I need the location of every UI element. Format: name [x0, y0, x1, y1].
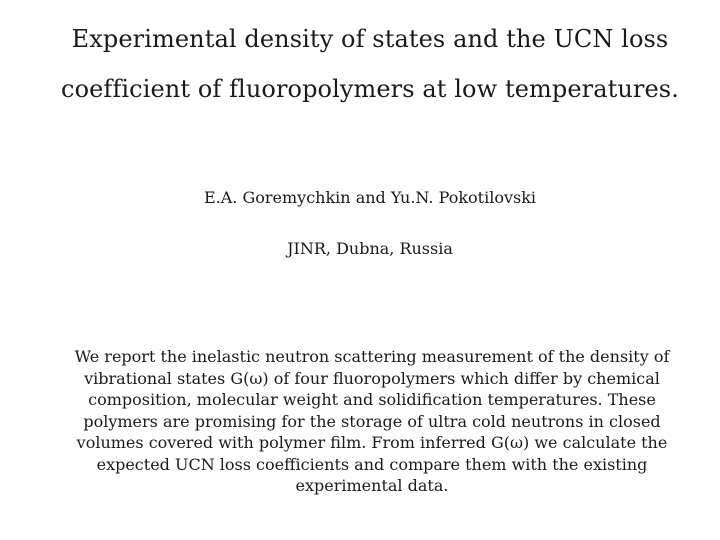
- abstract-line: expected UCN loss coefficients and compare them with the existing: [96, 454, 648, 474]
- abstract-line: experimental data.: [295, 476, 449, 495]
- affiliation: JINR, Dubna, Russia: [287, 239, 453, 258]
- abstract-line: polymers are promising for the storage of ultra cold neutrons in closed: [83, 411, 661, 431]
- paper-title-line-2: coefficient of fluoropolymers at low temperatures.: [61, 75, 679, 103]
- abstract: [72, 346, 672, 497]
- paper-title-line-1: Experimental density of states and the UCN loss: [71, 25, 669, 53]
- abstract-line: volumes covered with polymer film. From inferred G(ω) we calculate the: [76, 433, 668, 452]
- abstract-line: We report the inelastic neutron scattering measurement of the density of: [74, 347, 670, 366]
- authors: E.A. Goremychkin and Yu.N. Pokotilovski: [203, 188, 537, 207]
- abstract-line: vibrational states G(ω) of four fluoropolymers which differ by chemical: [84, 368, 660, 388]
- abstract-line: composition, molecular weight and solidification temperatures. These: [88, 390, 656, 409]
